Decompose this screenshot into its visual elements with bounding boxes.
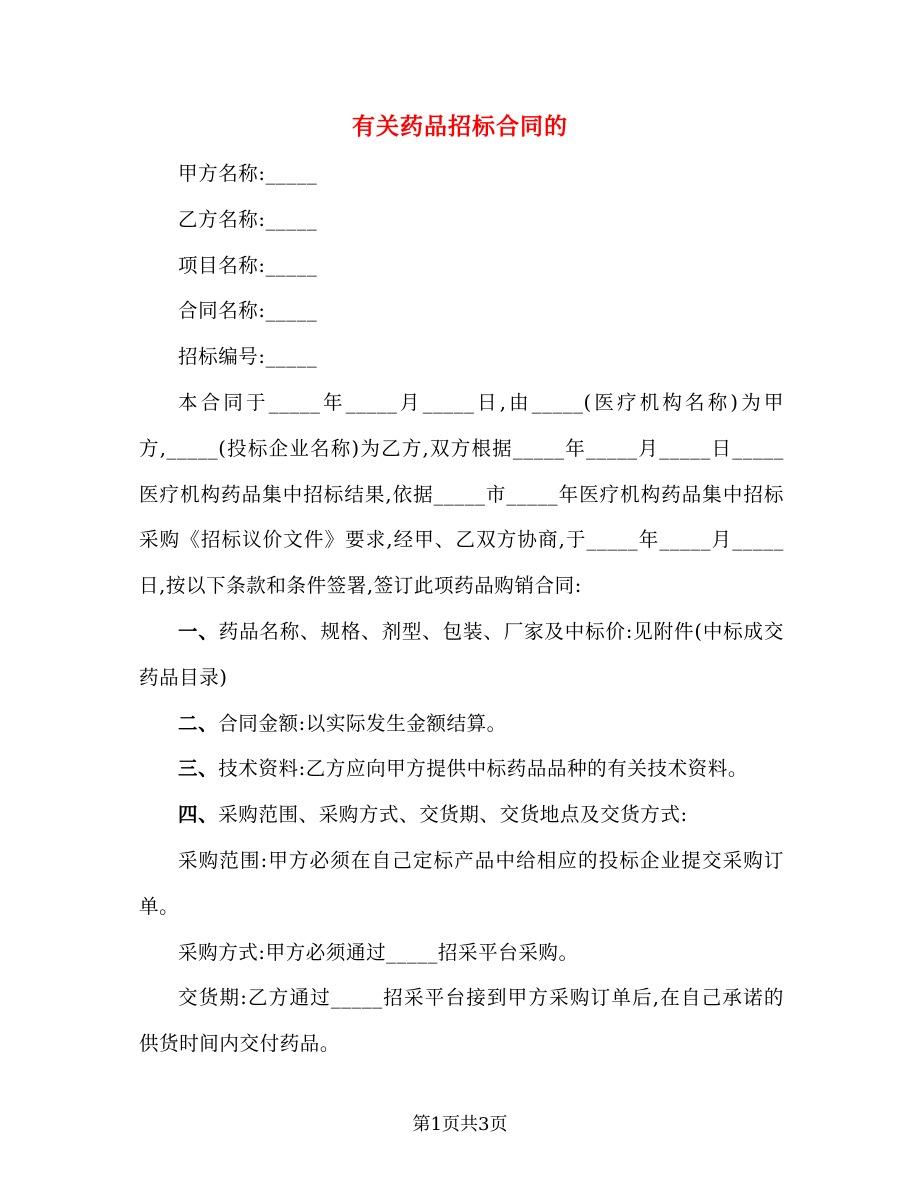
purchase-method-paragraph: 采购方式:甲方必须通过_____招采平台采购。 — [178, 940, 579, 964]
field-party-a: 甲方名称:_____ — [178, 162, 318, 185]
intro-paragraph: 本合同于_____年_____月_____日,由_____(医疗机构名称)为甲方,_____(投标企业名称)为乙方,双方根据_____年_____月_____日_____医疗机构药品集中招标结果,依据_____市_____年医疗机构药品集中招标采购《招标议价文件》要求,经甲、乙双方协商,于_____年_____月_____日,按以下条款和条件签署,签订此项药品购销合同: — [139, 390, 784, 598]
clause-3-number: 三、 — [178, 757, 219, 781]
clause-4-number: 四、 — [178, 803, 219, 827]
field-tender-number: 招标编号:_____ — [178, 345, 318, 369]
clause-2-number: 二、 — [178, 711, 219, 735]
delivery-period-paragraph: 交货期:乙方通过_____招采平台接到甲方采购订单后,在自己承诺的供货时间内交付药品。 — [139, 986, 784, 1056]
clause-1-number: 一、 — [178, 619, 219, 643]
clause-1 — [139, 609, 784, 701]
clause-4 — [139, 792, 784, 838]
field-party-b: 乙方名称:_____ — [178, 207, 318, 231]
document-body — [139, 151, 784, 1067]
field-project-name: 项目名称:_____ — [178, 253, 318, 277]
page-indicator: 第1页共3页 — [412, 1114, 508, 1135]
clause-2 — [139, 701, 784, 747]
field-contract-name: 合同名称:_____ — [178, 299, 318, 323]
clause-1-text: 药品名称、规格、剂型、包装、厂家及中标价:见附件(中标成交药品目录) — [139, 619, 785, 689]
document-title: 有关药品招标合同的 — [352, 113, 568, 140]
clause-2-text: 合同金额:以实际发生金额结算。 — [218, 711, 507, 735]
clause-4-text: 采购范围、采购方式、交货期、交货地点及交货方式: — [218, 803, 688, 827]
clause-3 — [139, 746, 784, 792]
clause-3-text: 技术资料:乙方应向甲方提供中标药品品种的有关技术资料。 — [218, 757, 748, 781]
purchase-scope-paragraph: 采购范围:甲方必须在自己定标产品中给相应的投标企业提交采购订单。 — [139, 848, 784, 918]
